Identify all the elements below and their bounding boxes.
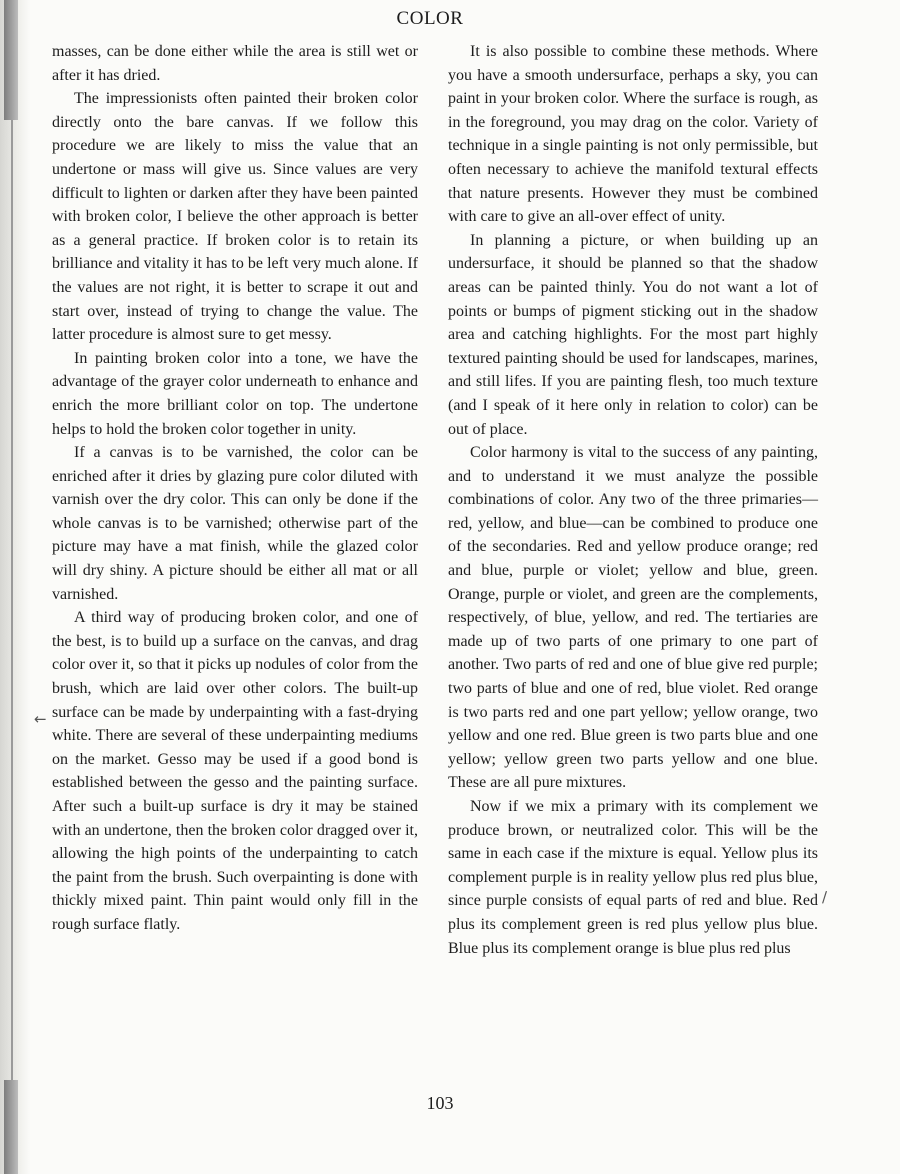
paragraph: The impressionists often painted their broken color directly onto the bare canvas. If we follow this procedure we are likely to miss the value that an undertone or mass will give us. Since values are very difficult to lighten or darken after they have been painted with broken color, I believe the other approach is better as a general practice. If broken color is to retain its brilliance and vitality it has to be left very much alone. If the values are not right, it is better to scrape it out and start over, instead of trying to change the value. The latter procedure is almost sure to get messy. — [52, 90, 418, 344]
paragraph: It is also possible to combine these methods. Where you have a smooth undersurface, perhaps a sky, you can paint in your broken color. Where the surface is rough, as in the foreground, you may drag on the color. Variety of technique in a single painting is not only permissible, but often necessary to achieve the manifold textural effects that nature presents. However they must be combined with care to give an all-over effect of unity. — [448, 43, 818, 226]
pencil-margin-mark: ∕ — [822, 888, 828, 906]
paragraph: In painting broken color into a tone, we have the advantage of the grayer color underneath to enhance and enrich the more brilliant color on top. The undertone helps to hold the broken color together in unity. — [52, 349, 418, 438]
paragraph: Color harmony is vital to the success of any painting, and to understand it we must analyze the possible combinations of color. Any two of the three primaries—red, yellow, and blue—can be combined to produce one of the secondaries. Red and yellow produce orange; red and blue, purple or violet; yellow and blue, green. Orange, purple or violet, and green are the complements, respectively, of blue, yellow, and red. The tertiaries are made up of two parts of one primary to one part of another. Two parts of red and one of blue give red purple; two parts of blue and one of red, blue violet. Red orange is two parts red and one part yellow; yellow orange, two yellow and one red. Blue green is two parts blue and one yellow; yellow green two parts yellow and one blue. These are all pure mixtures. — [448, 444, 818, 792]
paragraph: A third way of producing broken color, and one of the best, is to build up a surface on the canvas, and drag color over it, so that it picks up nodules of color from the brush, which are laid over other colors. The built-up surface can be made by underpainting with a fast-drying white. There are several of these underpainting mediums on the market. Gesso may be used if a good bond is established between the gesso and the painting surface. After such a built-up surface is dry it may be stained with an undertone, then the broken color dragged over it, allowing the high points of the underpainting to catch the paint from the brush. Such overpainting is done with thickly mixed paint. Thin paint would only fill in the rough surface flatly. — [52, 609, 418, 933]
binding-gutter-line — [11, 120, 13, 1080]
page-binding-shadow — [0, 0, 30, 1174]
right-column — [448, 40, 818, 960]
paragraph: In planning a picture, or when building up an undersurface, it should be planned so that the shadow areas can be painted thinly. You do not want a lot of points or bumps of pigment sticking out in the shadow area and catching highlights. For the most part highly textured painting should be used for landscapes, marines, and still lifes. If you are painting flesh, too much texture (and I speak of it here only in relation to color) can be out of place. — [448, 231, 818, 438]
pencil-arrow-mark: ← — [34, 710, 47, 728]
page-number: 103 — [426, 1093, 454, 1113]
paragraph: If a canvas is to be varnished, the color can be enriched after it dries by glazing pure color diluted with varnish over the dry color. This can only be done if the whole canvas is to be varnished; otherwise part of the picture may have a mat finish, while the glazed color will dry shiny. A picture should be either all mat or all varnished. — [52, 444, 418, 603]
left-column — [52, 40, 418, 937]
paragraph: masses, can be done either while the area is still wet or after it has dried. — [52, 43, 418, 84]
paragraph: Now if we mix a primary with its complement we produce brown, or neutralized color. This will be the same in each case if the mixture is equal. Yellow plus its complement purple is in reality yellow plus red plus blue, since purple consists of equal parts of red and blue. Red plus its complement green is red plus yellow plus blue. Blue plus its complement orange is blue plus red plus — [448, 798, 818, 957]
running-head: COLOR — [396, 8, 464, 29]
